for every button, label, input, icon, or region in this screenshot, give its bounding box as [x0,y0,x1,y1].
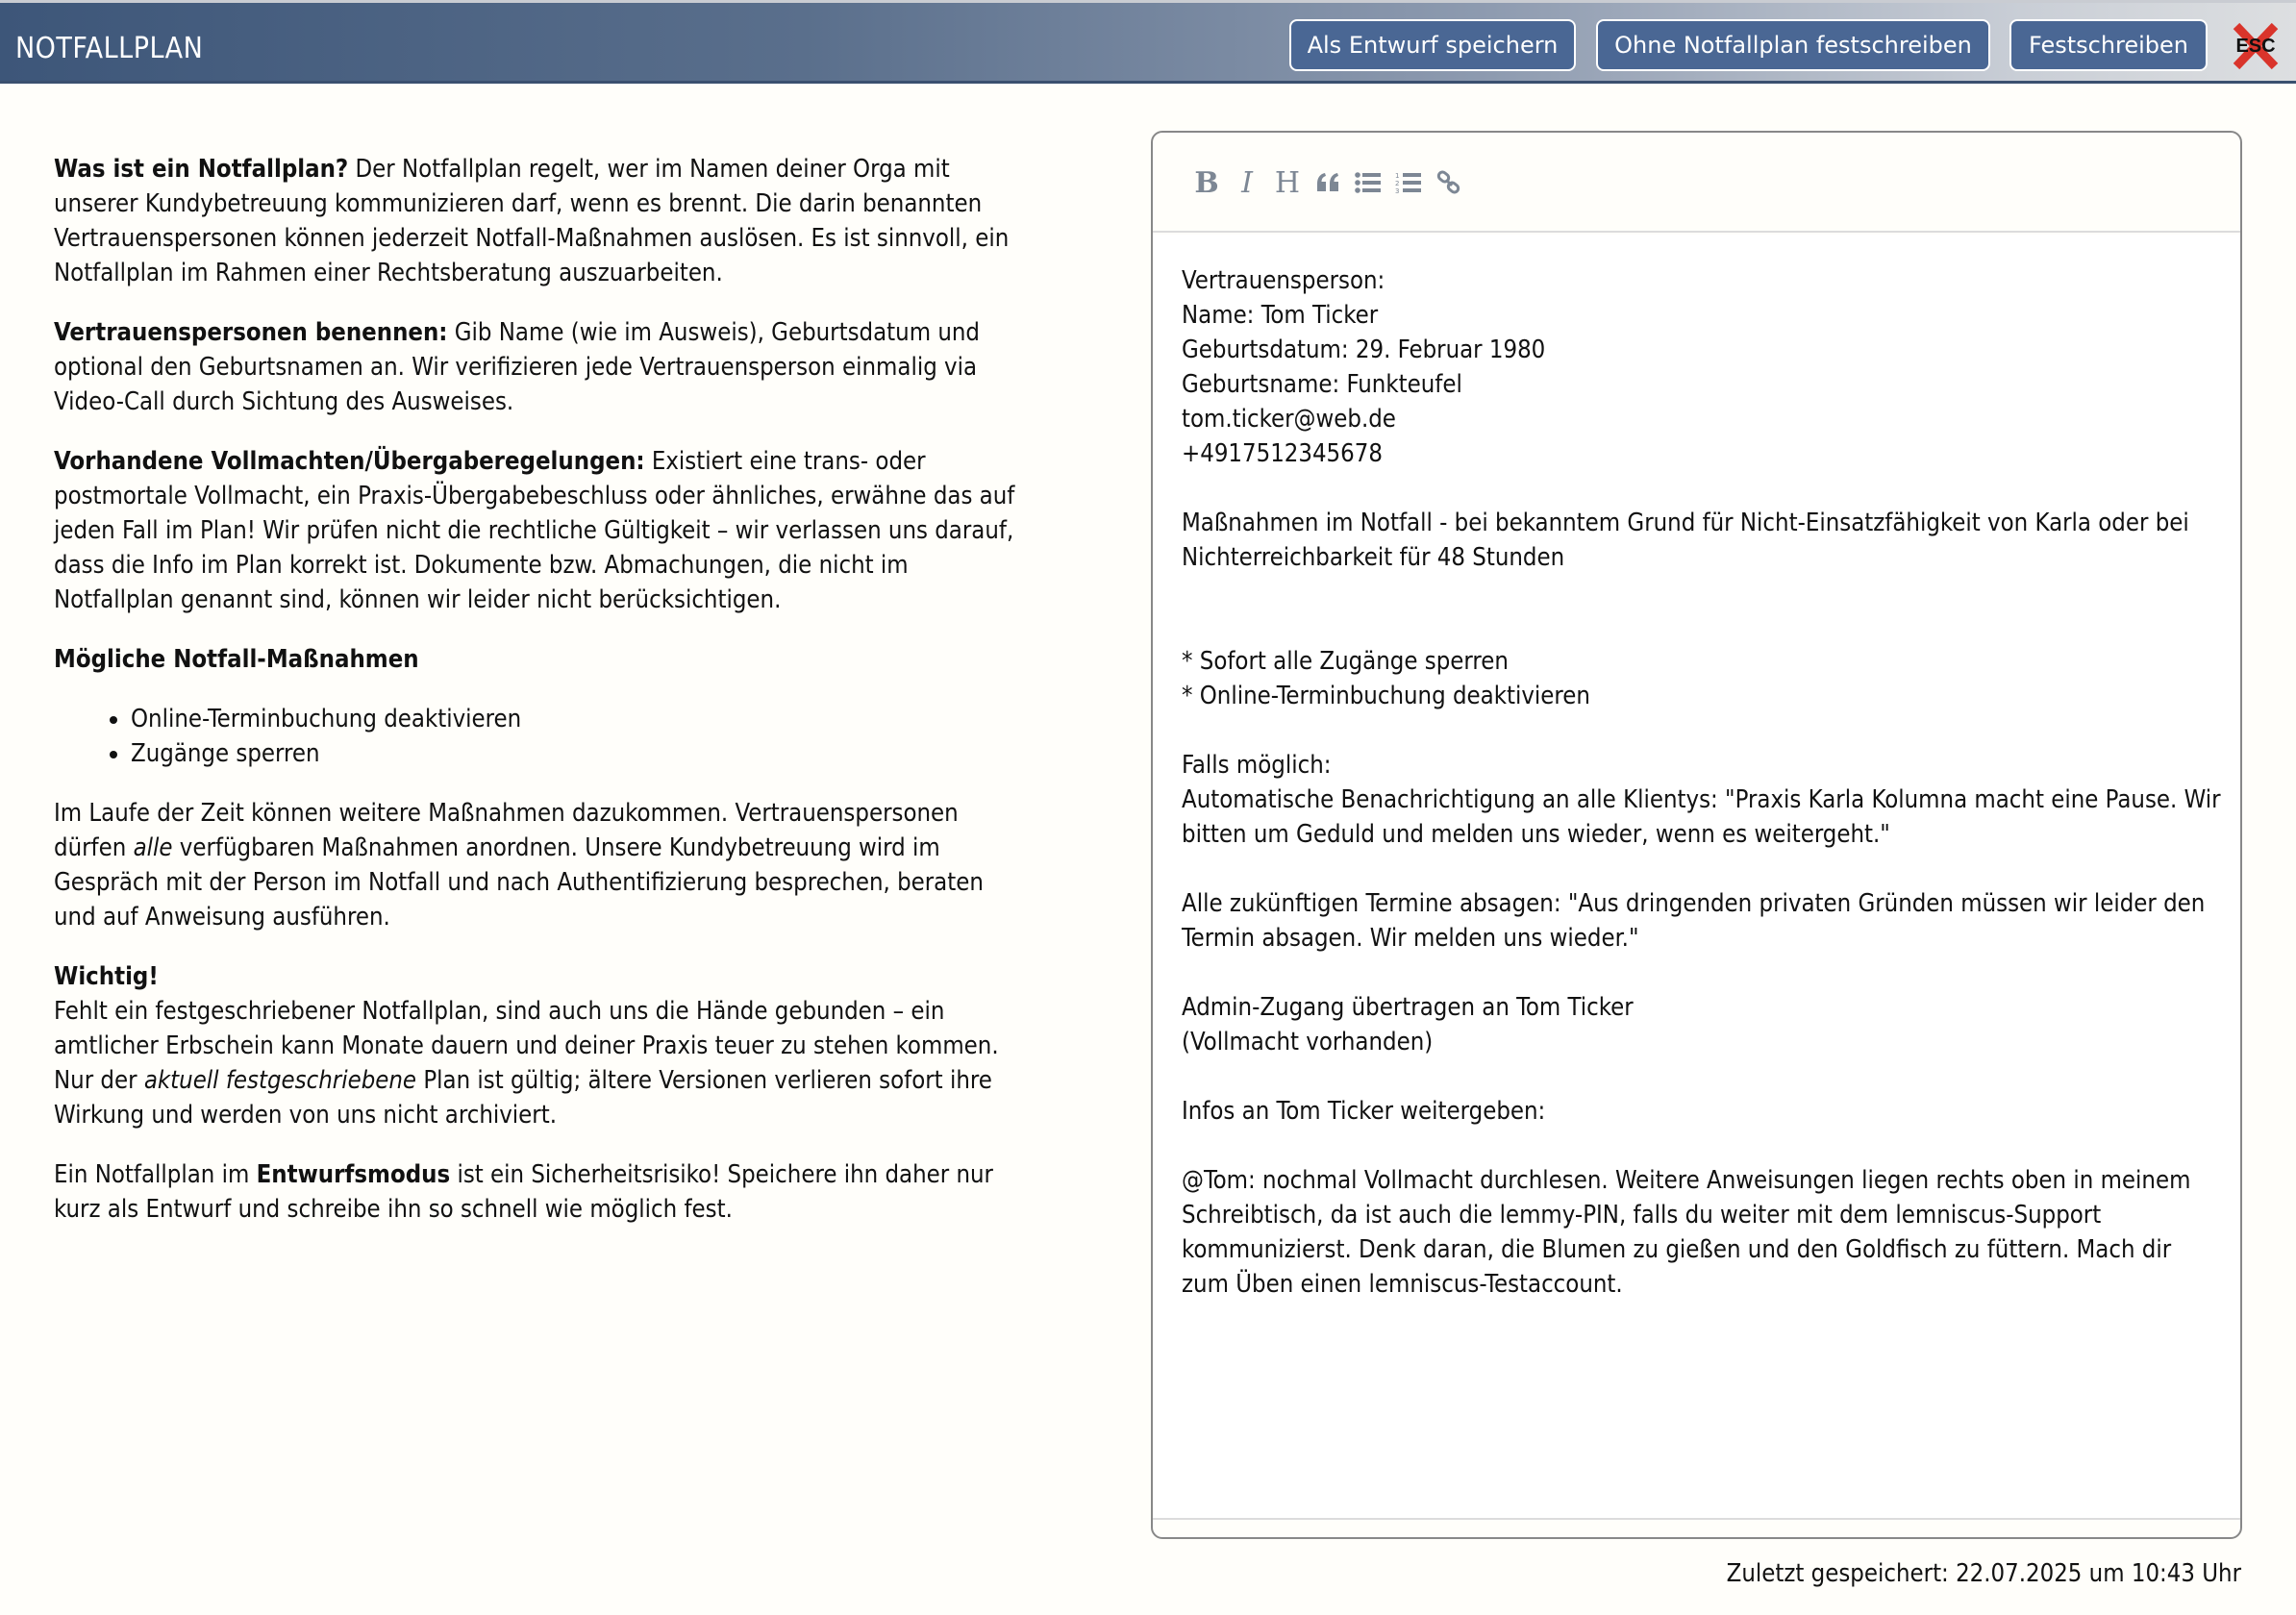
info-important [54,959,1025,1132]
editor-content-area[interactable] [1153,235,2240,1520]
numbered-list-glyph [1395,171,1422,194]
info-trusted-persons-heading: Vertrauenspersonen benennen: [54,318,448,347]
info-important-heading: Wichtig! [54,962,159,991]
info-power-of-attorney [54,444,1025,617]
commit-without-plan-button[interactable]: Ohne Notfallplan festschreiben [1596,19,1990,71]
heading-icon[interactable]: H [1274,165,1301,200]
info-more-measures-emphasis: alle [133,833,173,862]
measures-heading [54,642,1025,677]
info-what-is-heading: Was ist ein Notfallplan? [54,155,349,184]
italic-icon[interactable]: I [1241,165,1253,200]
info-draft-warning-emphasis: Entwurfsmodus [256,1160,451,1189]
link-glyph [1436,170,1461,195]
svg-text:3: 3 [1395,187,1400,194]
info-draft-warning-text: ist ein Sicherheitsrisiko! Speichere ihn daher nur kurz als Entwurf und schreibe ihn so schnell wie möglich fest. [54,1160,993,1224]
info-draft-warning-text: Ein Notfallplan im [54,1160,257,1189]
info-trusted-persons-text: Gib Name (wie im Ausweis), Geburtsdatum und optional den Geburtsnamen an. Wir verifizieren jede Vertrauensperson einmalig via Video-Call durch Sichtung des Ausweises. [54,318,980,416]
info-what-is [54,152,1025,290]
info-trusted-persons [54,315,1025,419]
info-more-measures [54,796,1025,934]
editor-text[interactable]: Vertrauensperson: Name: Tom Ticker Geburtsdatum: 29. Februar 1980 Geburtsname: Funkteufel tom.ticker@web.de +4917512345678 Maßnahmen im Notfall - bei bekanntem Grund für Nicht-Einsatzfähigkeit von Karla oder bei Nichterreichbarkeit für 48 Stunden * Sofort alle Zugänge sperren * Online-Terminbuchung deaktivieren Falls möglich: Automatische Benachrichtigung an alle Klientys: "Praxis Karla Kolumna macht eine Pause. Wir bitten um Geduld und melden uns wieder, wenn es weitergeht." Alle zukünftigen Termine absagen: "Aus dringenden privaten Gründen müssen wir leider den Termin absagen. Wir melden uns wieder." Admin-Zugang übertragen an Tom Ticker (Vollmacht vorhanden) Infos an Tom Ticker weitergeben: @Tom: nochmal Vollmacht durchlesen. Weitere Anweisungen liegen rechts oben in meinem Schreibtisch, da ist auch die lemmy-PIN, falls du weiter mit dem lemniscus-Support kommunizierst. Denk daran, die Blumen zu gießen und den Goldfisch zu füttern. Mach dir zum Üben einen lemniscus-Testaccount. [1182,266,2221,1299]
info-what-is-text: Der Notfallplan regelt, wer im Namen deiner Orga mit unserer Kundybetreuung kommunizieren darf, wenn es brennt. Die darin benannten Vertrauenspersonen können jederzeit Notfall-Maßnahmen auslösen. Es ist sinnvoll, ein Notfallplan im Rahmen einer Rechtsberatung auszuarbeiten. [54,155,1010,287]
measures-list [131,702,1025,771]
header-bar [0,0,2296,84]
info-more-measures-text: Im Laufe der Zeit können weitere Maßnahmen dazukommen. Vertrauenspersonen dürfen [54,799,959,862]
svg-text:2: 2 [1395,180,1400,187]
ordered-list-icon[interactable] [1387,162,1430,204]
info-important-text: Plan ist gültig; ältere Versionen verlieren sofort ihre Wirkung und werden von uns nicht archiviert. [54,1066,992,1130]
measures-list-item: • Zugänge sperren [131,736,1025,771]
commit-button[interactable]: Festschreiben [2009,19,2208,71]
info-important-emphasis: aktuell festgeschriebene [143,1066,417,1095]
last-saved-status: Zuletzt gespeichert: 22.07.2025 um 10:43 Uhr [1726,1559,2241,1588]
quote-glyph [1315,172,1340,193]
esc-label: ESC [2235,36,2276,57]
info-important-text: Fehlt ein festgeschriebener Notfallplan, sind auch uns die Hände gebunden – ein amtlicher Erbschein kann Monate dauern und deiner Praxis teuer zu stehen kommen. Nur der [54,997,999,1095]
editor-toolbar [1153,133,2240,233]
page-title: NOTFALLPLAN [15,32,204,65]
info-draft-warning [54,1157,1025,1227]
svg-text:1: 1 [1395,172,1400,180]
bold-icon[interactable]: B [1194,165,1219,200]
link-icon[interactable] [1428,162,1470,204]
measures-list-item: • Online-Terminbuchung deaktivieren [131,702,1025,736]
info-power-of-attorney-text: Existiert eine trans- oder postmortale Vollmacht, ein Praxis-Übergabebeschluss oder ähnliches, erwähne das auf jeden Fall im Plan! Wir prüfen nicht die rechtliche Gültigkeit – wir verlassen uns darauf, dass die Info im Plan korrekt ist. Dokumente bzw. Abmachungen, die nicht im Notfallplan genannt sind, können wir leider nicht berücksichtigen. [54,447,1015,614]
unordered-list-icon[interactable] [1347,162,1389,204]
info-panel [54,152,1025,1252]
measures-heading-text: Mögliche Notfall-Maßnahmen [54,645,419,674]
bullet-list-glyph [1355,172,1382,193]
save-draft-button[interactable]: Als Entwurf speichern [1289,19,1576,71]
info-more-measures-text: verfügbaren Maßnahmen anordnen. Unsere Kundybetreuung wird im Gespräch mit der Person im Notfall und nach Authentifizierung besprechen, beraten und auf Anweisung ausführen. [54,833,984,932]
info-power-of-attorney-heading: Vorhandene Vollmachten/Übergaberegelungen: [54,447,645,476]
quote-icon[interactable] [1307,162,1349,204]
esc-close-button[interactable] [2229,22,2283,70]
plan-editor [1151,131,2242,1539]
